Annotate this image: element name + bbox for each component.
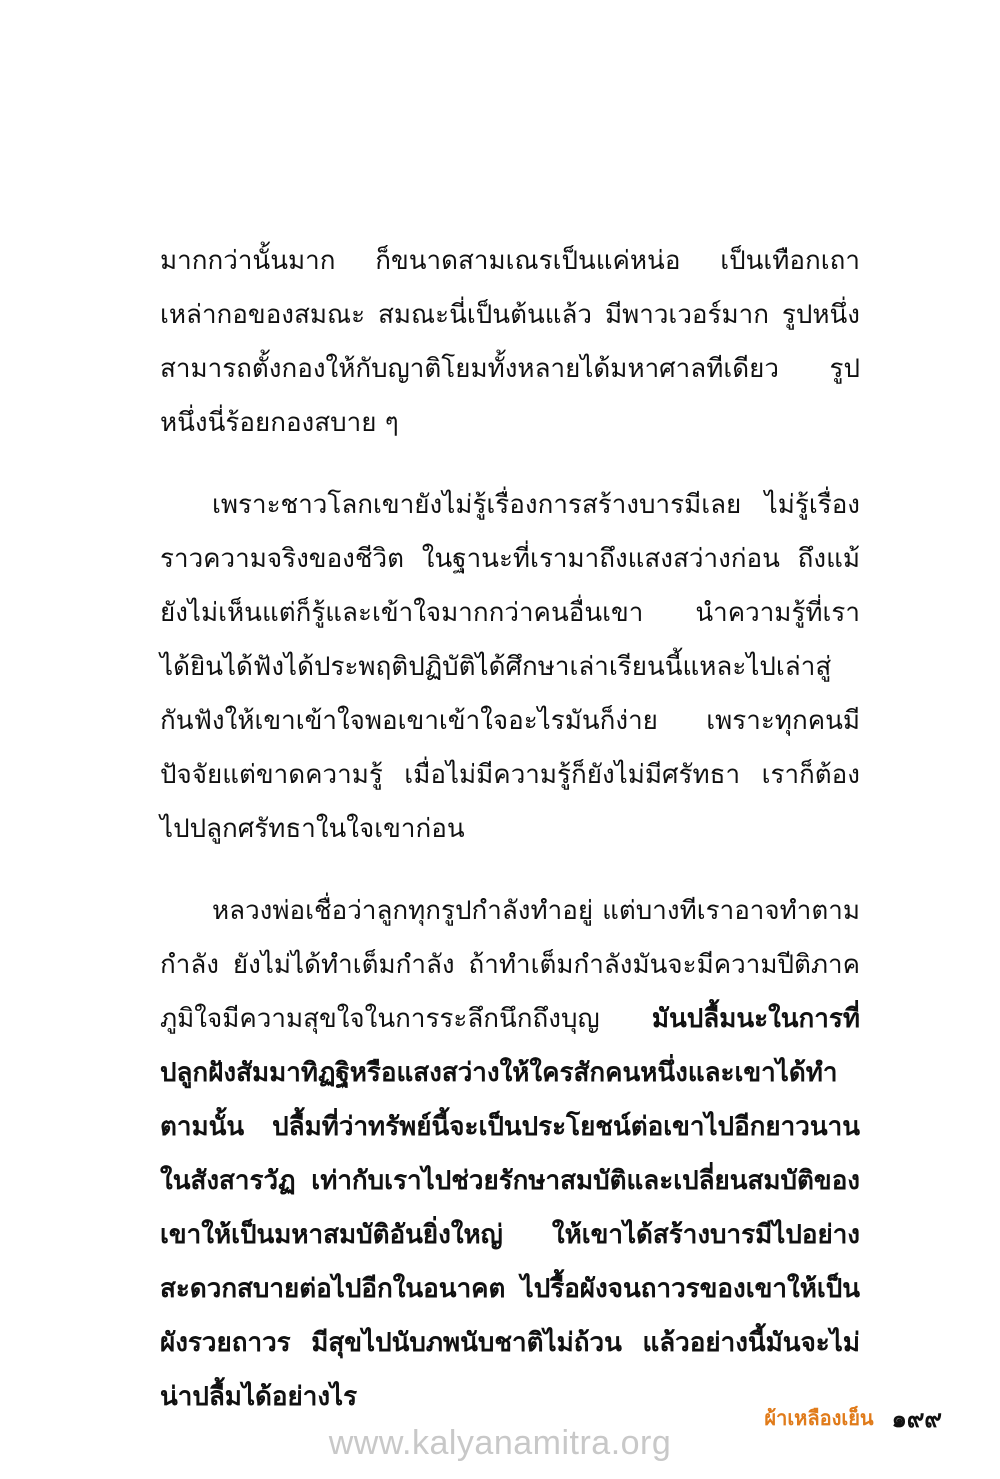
paragraph-1-text: มากกว่านั้นมาก ก็ขนาดสามเณรเป็นแค่หน่อ เป็นเทือกเถาเหล่ากอของสมณะ สมณะนี่เป็นต้นแล้ว มีพาวเวอร์มาก รูปหนึ่งสามารถตั้งกองให้กับญาติโยมทั้งหลายได้มหาศาลทีเดียว รูปหนึ่งนี่ร้อยกองสบาย ๆ [160,246,860,438]
paragraph-2 [160,478,860,856]
book-title: ผ้าเหลืองเย็น [764,1406,874,1430]
website-watermark: www.kalyanamitra.org [328,1424,672,1462]
paragraph-3 [160,884,860,1424]
body-text [160,234,860,1424]
page-number: ๑๙๙ [891,1404,942,1433]
paragraph-3-bold-text: มันปลื้มนะในการที่ปลูกฝังสัมมาทิฏฐิหรือแสงสว่างให้ใครสักคนหนึ่งและเขาได้ทำตามนั้น ปลื้มที่ว่าทรัพย์นี้จะเป็นประโยชน์ต่อเขาไปอีกยาวนานในสังสารวัฏ เท่ากับเราไปช่วยรักษาสมบัติและเปลี่ยนสมบัติของเขาให้เป็นมหาสมบัติอันยิ่งใหญ่ ให้เขาได้สร้างบารมีไปอย่างสะดวกสบายต่อไปอีกในอนาคต ไปรื้อผังจนถาวรของเขาให้เป็นผังรวยถาวร มีสุขไปนับภพนับชาติไม่ถ้วน แล้วอย่างนี้มันจะไม่น่าปลื้มได้อย่างไร [160,1004,860,1412]
paragraph-2-text: เพราะชาวโลกเขายังไม่รู้เรื่องการสร้างบารมีเลย ไม่รู้เรื่องราวความจริงของชีวิต ในฐานะที่เรามาถึงแสงสว่างก่อน ถึงแม้ยังไม่เห็นแต่ก็รู้และเข้าใจมากกว่าคนอื่นเขา นำความรู้ที่เราได้ยินได้ฟังได้ประพฤติปฏิบัติได้ศึกษาเล่าเรียนนี้แหละไปเล่าสู่กันฟังให้เขาเข้าใจพอเขาเข้าใจอะไรมันก็ง่าย เพราะทุกคนมีปัจจัยแต่ขาดความรู้ เมื่อไม่มีความรู้ก็ยังไม่มีศรัทธา เราก็ต้องไปปลูกศรัทธาในใจเขาก่อน [160,490,860,844]
paragraph-1 [160,234,860,450]
paragraph-3-text: หลวงพ่อเชื่อว่าลูกทุกรูปกำลังทำอยู่ แต่บางทีเราอาจทำตามกำลัง ยังไม่ได้ทำเต็มกำลัง ถ้าทำเต็มกำลังมันจะมีความปีติภาคภูมิใจมีความสุขใจในการระลึกนึกถึงบุญ [160,896,860,1034]
